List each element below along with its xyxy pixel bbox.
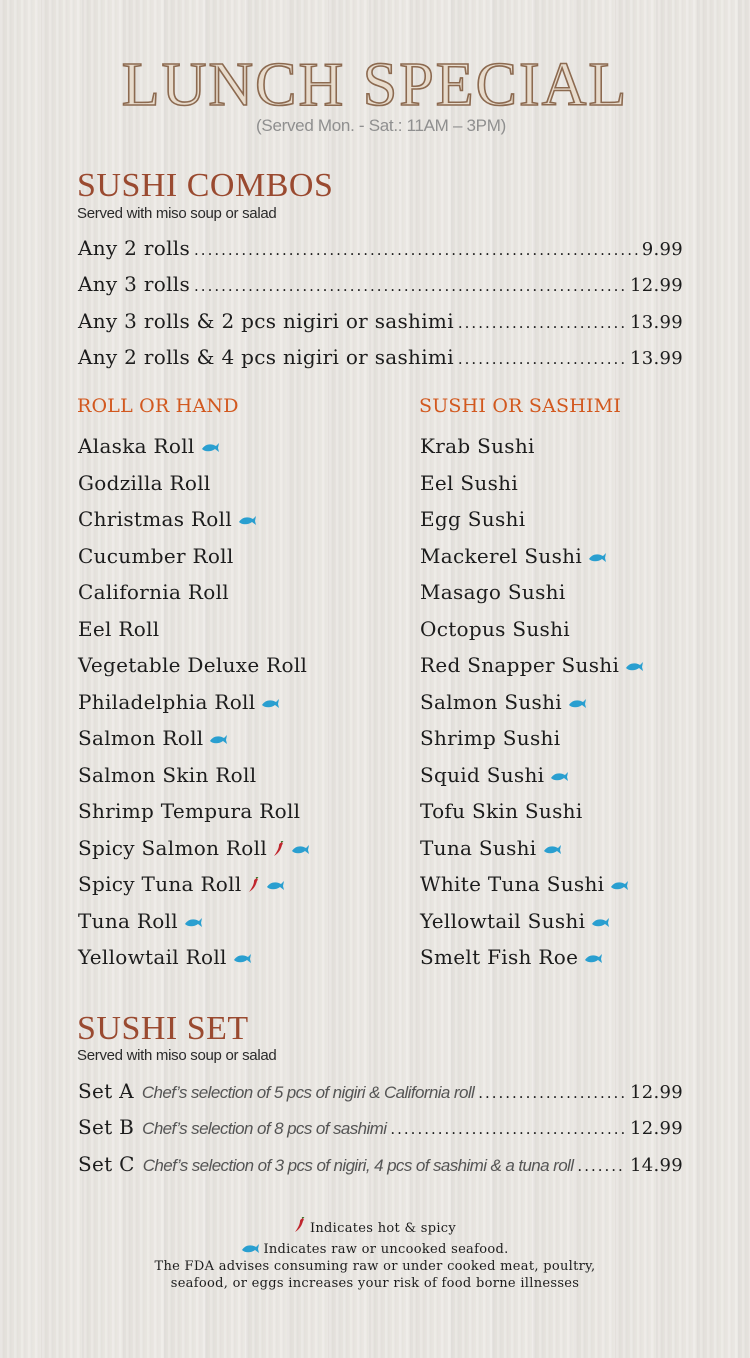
menu-item [78, 830, 309, 867]
spicy-legend [0, 1216, 750, 1236]
combo-label: Any 3 rolls [78, 272, 191, 296]
fish-icon [238, 514, 256, 526]
combo-price: 9.99 [641, 239, 683, 260]
menu-item [78, 465, 309, 502]
menu-item [78, 501, 309, 538]
menu-item-name: White Tuna Sushi [420, 872, 605, 897]
menu-item-name: Cucumber Roll [78, 543, 234, 568]
menu-item-name: Mackerel Sushi [420, 543, 583, 568]
dot-leader [194, 271, 626, 301]
fish-icon [543, 843, 561, 855]
menu-item [420, 939, 643, 976]
combo-price: 13.99 [629, 348, 683, 369]
combo-label: Any 2 rolls & 4 pcs nigiri or sashimi [78, 345, 454, 369]
menu-item [78, 647, 309, 684]
combo-label: Any 3 rolls & 2 pcs nigiri or sashimi [78, 309, 454, 333]
set-price: 14.99 [629, 1155, 683, 1176]
menu-item [78, 574, 309, 611]
raw-legend [0, 1241, 750, 1257]
fish-icon [184, 916, 202, 928]
menu-item [420, 611, 643, 648]
set-price: 12.99 [629, 1082, 683, 1103]
fish-icon [201, 441, 219, 453]
menu-item-name: Spicy Tuna Roll [78, 872, 242, 897]
menu-item [420, 501, 643, 538]
set-row [78, 1076, 683, 1106]
page-title: LUNCH SPECIAL [121, 51, 629, 119]
menu-item [420, 538, 643, 575]
service-hours: (Served Mon. - Sat.: 11AM – 3PM) [256, 116, 506, 135]
menu-item-name: Vegetable Deluxe Roll [78, 653, 308, 678]
menu-item-name: Christmas Roll [78, 507, 233, 532]
menu-item-name: California Roll [78, 580, 229, 605]
menu-item [78, 720, 309, 757]
menu-item-name: Spicy Salmon Roll [78, 835, 268, 860]
fda-warning-line-2: seafood, or eggs increases your risk of food borne illnesses [170, 1276, 580, 1291]
set-description: Chef’s selection of 5 pcs of nigiri & California roll [141, 1083, 475, 1102]
menu-item-name: Salmon Roll [78, 726, 204, 751]
combo-row [78, 342, 683, 372]
combo-row [78, 306, 683, 336]
fish-icon [610, 879, 628, 891]
pepper-icon [273, 841, 285, 857]
menu-item-name: Tofu Skin Sushi [420, 799, 583, 824]
set-name: Set B [78, 1115, 135, 1139]
menu-item [78, 538, 309, 575]
menu-item-name: Masago Sushi [420, 580, 566, 605]
menu-item-name: Smelt Fish Roe [420, 945, 579, 970]
fish-icon [233, 952, 251, 964]
fish-icon [591, 916, 609, 928]
menu-item-name: Krab Sushi [420, 434, 535, 459]
menu-item-name: Eel Roll [78, 616, 160, 641]
menu-item [420, 757, 643, 794]
menu-item-name: Philadelphia Roll [78, 689, 256, 714]
pepper-icon [294, 1217, 306, 1233]
set-name: Set A [78, 1079, 134, 1103]
fish-icon [568, 697, 586, 709]
menu-item [78, 903, 309, 940]
menu-item [420, 574, 643, 611]
roll-list [78, 428, 309, 976]
menu-item [78, 866, 309, 903]
menu-item [78, 611, 309, 648]
pepper-icon [248, 877, 260, 893]
combo-row [78, 269, 683, 299]
sushi-combos-heading: SUSHI COMBOS [77, 167, 334, 204]
fish-icon [261, 697, 279, 709]
dot-leader [194, 235, 638, 265]
menu-item [78, 939, 309, 976]
menu-item-name: Egg Sushi [420, 507, 526, 532]
sushi-set-note: Served with miso soup or salad [77, 1047, 277, 1064]
set-description: Chef’s selection of 3 pcs of nigiri, 4 pcs of sashimi & a tuna roll [142, 1156, 574, 1175]
menu-item-name: Yellowtail Roll [78, 945, 227, 970]
set-row [78, 1112, 683, 1142]
sushi-or-sashimi-heading: SUSHI OR SASHIMI [419, 395, 622, 417]
menu-item [78, 757, 309, 794]
dot-leader [390, 1114, 626, 1144]
menu-item-name: Shrimp Sushi [420, 726, 561, 751]
menu-item-name: Yellowtail Sushi [420, 908, 586, 933]
menu-item [420, 647, 643, 684]
menu-item [420, 793, 643, 830]
fish-icon [291, 843, 309, 855]
menu-item [420, 465, 643, 502]
menu-item-name: Red Snapper Sushi [420, 653, 620, 678]
menu-item-name: Squid Sushi [420, 762, 545, 787]
roll-or-hand-heading: ROLL OR HAND [77, 395, 239, 417]
menu-item [420, 903, 643, 940]
menu-item-name: Alaska Roll [78, 434, 195, 459]
fish-icon [550, 770, 568, 782]
set-price: 12.99 [629, 1118, 683, 1139]
fish-icon [625, 660, 643, 672]
spicy-legend-text: Indicates hot & spicy [309, 1221, 457, 1236]
combo-label: Any 2 rolls [78, 236, 191, 260]
menu-item-name: Octopus Sushi [420, 616, 571, 641]
fish-icon [266, 879, 284, 891]
menu-item-name: Tuna Sushi [420, 835, 537, 860]
menu-item [78, 428, 309, 465]
dot-leader [458, 308, 626, 338]
dot-leader [577, 1151, 626, 1181]
menu-item-name: Eel Sushi [420, 470, 519, 495]
menu-item [420, 866, 643, 903]
menu-item [78, 684, 309, 721]
menu-item [420, 830, 643, 867]
menu-item-name: Tuna Roll [78, 908, 178, 933]
fish-icon [588, 551, 606, 563]
dot-leader [458, 344, 626, 374]
menu-item [420, 428, 643, 465]
raw-legend-text: Indicates raw or uncooked seafood. [263, 1242, 509, 1257]
menu-item-name: Godzilla Roll [78, 470, 211, 495]
combo-price: 13.99 [629, 312, 683, 333]
set-row [78, 1149, 683, 1179]
fda-warning-line-1: The FDA advises consuming raw or under cooked meat, poultry, [154, 1259, 596, 1274]
sushi-set-heading: SUSHI SET [77, 1010, 249, 1047]
set-description: Chef’s selection of 8 pcs of sashimi [142, 1119, 387, 1138]
fish-icon [584, 952, 602, 964]
sushi-list [420, 428, 643, 976]
dot-leader [478, 1078, 626, 1108]
menu-item-name: Salmon Skin Roll [78, 762, 257, 787]
menu-item [420, 684, 643, 721]
sushi-combos-note: Served with miso soup or salad [77, 205, 277, 222]
combo-row [78, 233, 683, 263]
fish-icon [241, 1242, 259, 1254]
menu-item-name: Salmon Sushi [420, 689, 562, 714]
fish-icon [209, 733, 227, 745]
menu-item [420, 720, 643, 757]
menu-item-name: Shrimp Tempura Roll [78, 799, 301, 824]
set-name: Set C [78, 1152, 135, 1176]
menu-item [78, 793, 309, 830]
combo-price: 12.99 [629, 275, 683, 296]
